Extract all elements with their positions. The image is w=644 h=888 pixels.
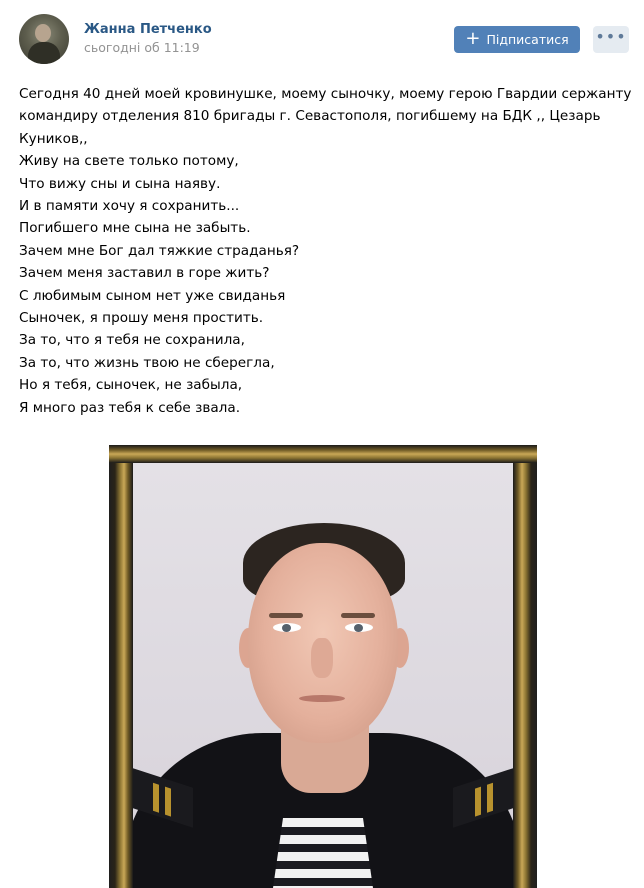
post-line: Что вижу сны и сына наяву. [19, 175, 221, 192]
portrait-image [133, 463, 513, 888]
brow-right [341, 613, 375, 618]
post-line: Куников,, [19, 130, 88, 147]
post-line: Погибшего мне сына не забыть. [19, 220, 251, 237]
frame-edge [109, 445, 537, 463]
post-line: Но я тебя, сыночек, не забыла, [19, 377, 243, 394]
post-line: Живу на свете только потому, [19, 153, 239, 170]
subscribe-button[interactable] [454, 26, 580, 53]
eye-right [345, 623, 373, 632]
subscribe-label: Підписатися [486, 32, 569, 47]
nose [311, 638, 333, 678]
post-line: За то, что я тебя не сохранила, [19, 332, 245, 349]
post-text [19, 83, 632, 419]
post-line: командиру отделения 810 бригады г. Севастополя, погибшему на БДК ,, Цезарь [19, 108, 601, 125]
more-button[interactable] [593, 26, 629, 53]
post-line: С любимым сыном нет уже свиданья [19, 287, 286, 304]
mouth [299, 695, 345, 702]
post-line: Сегодня 40 дней моей кровинушке, моему сыночку, моему герою Гвардии сержанту [19, 86, 632, 102]
post-photo[interactable] [109, 445, 537, 888]
author-name[interactable]: Жанна Петченко [84, 22, 212, 37]
striped-shirt [273, 818, 373, 888]
brow-left [269, 613, 303, 618]
avatar-body [28, 42, 60, 64]
post-header [19, 14, 630, 66]
post-date[interactable]: сьогодні об 11:19 [84, 40, 200, 55]
plus-icon: + [465, 27, 481, 49]
post-line: Зачем мне Бог дал тяжкие страданья? [19, 242, 300, 259]
post-line: Зачем меня заставил в горе жить? [19, 265, 270, 282]
avatar-head [35, 24, 51, 42]
post-line: За то, что жизнь твою не сберегла, [19, 354, 275, 371]
post-line: И в памяти хочу я сохранить... [19, 198, 240, 215]
post-line: Я много раз тебя к себе звала. [19, 399, 241, 416]
avatar[interactable] [19, 14, 69, 64]
post-line: Сыночек, я прошу меня простить. [19, 310, 264, 327]
eye-left [273, 623, 301, 632]
more-dots-icon: ••• [595, 26, 627, 46]
